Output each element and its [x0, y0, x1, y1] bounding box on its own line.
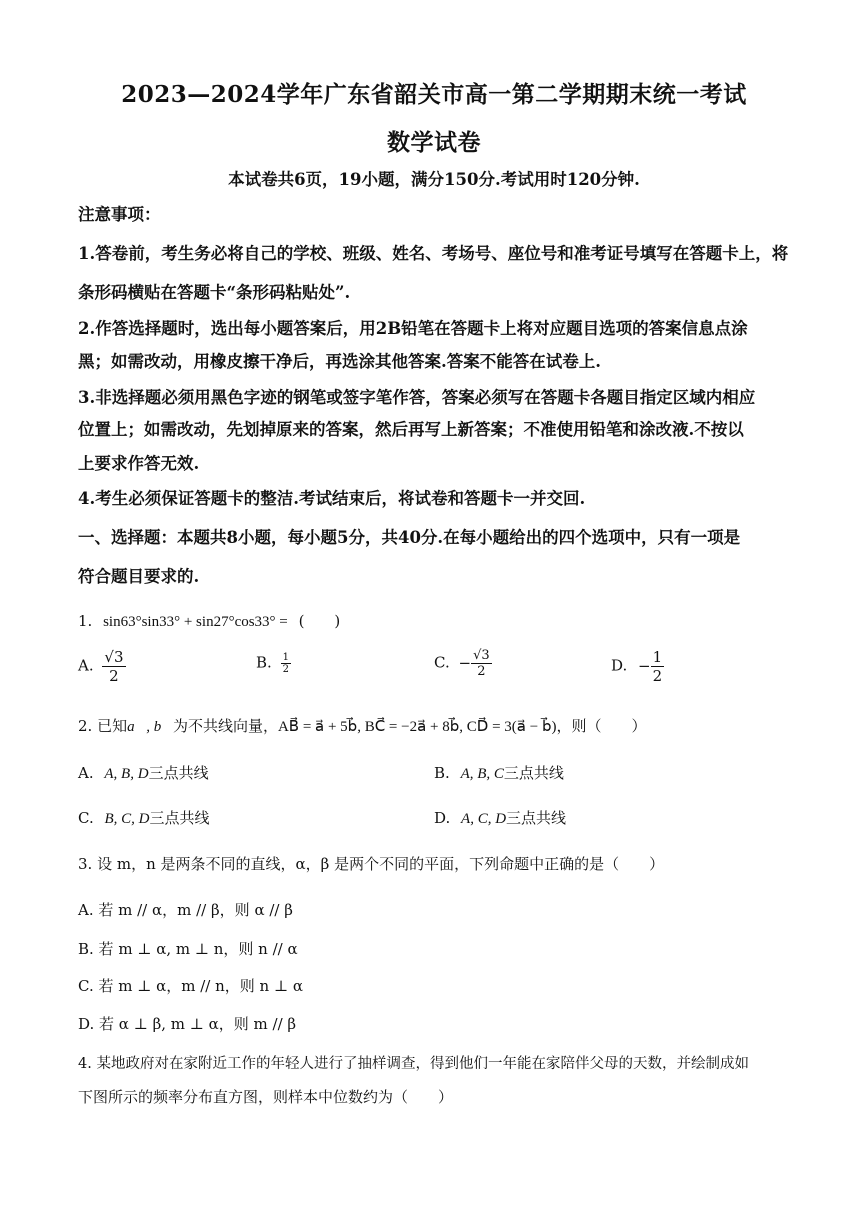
q3-option-a: A. 若 m // α，m // β，则 α // β: [78, 901, 293, 919]
q1-expression: sin63°sin33° + sin27°cos33° =: [103, 614, 288, 630]
q2-option-d: D. A, C, D三点共线: [434, 809, 567, 827]
note-2-line-2: 黑；如需改动，用橡皮擦干净后，再选涂其他答案.答案不能答在试卷上.: [78, 352, 601, 371]
q1-option-c: C. − $\frac{√3}{2}$: [434, 648, 490, 679]
section-1-heading-2: 符合题目要求的.: [78, 567, 200, 586]
notes-heading: 注意事项：: [78, 205, 161, 224]
q1-number: 1.: [78, 612, 93, 630]
note-3-line-1: 3.非选择题必须用黑色字迹的钢笔或签字笔作答，答案必须写在答题卡各题目指定区域内相应: [78, 388, 756, 407]
q3-option-b: B. 若 m ⊥ α, m ⊥ n，则 n // α: [78, 940, 298, 958]
exam-info: 本试卷共6页，19小题，满分150分.考试用时120分钟.: [228, 170, 640, 189]
q1-paren: ( ): [298, 612, 341, 630]
q1-option-a: A. $\frac{√3}{2}$: [78, 648, 124, 685]
q2-option-c: C. B, C, D三点共线: [78, 809, 210, 827]
question-4-line-1: 4. 某地政府对在家附近工作的年轻人进行了抽样调查，得到他们一年能在家陪伴父母的天数，并绘制成如: [78, 1056, 749, 1072]
q3-option-d: D. 若 α ⊥ β, m ⊥ α，则 m // β: [78, 1015, 297, 1033]
page-title: 2023—2024学年广东省韶关市高一第二学期期末统一考试: [121, 81, 747, 108]
note-3-line-2: 位置上；如需改动，先划掉原来的答案，然后再写上新答案；不准使用铅笔和涂改液.不按以: [78, 420, 744, 439]
question-4-line-2: 下图所示的频率分布直方图，则样本中位数约为（ ）: [78, 1088, 454, 1106]
section-1-heading: 一、选择题：本题共8小题，每小题5分，共40分.在每小题给出的四个选项中，只有一项是: [78, 528, 741, 547]
q2-option-a: A. A, B, D三点共线: [78, 764, 209, 782]
q2-option-b: B. A, B, C三点共线: [434, 764, 564, 782]
q1-option-b: B. $\frac{1}{2}$: [256, 652, 289, 675]
question-3: 3. 设 m，n 是两条不同的直线，α，β 是两个不同的平面，下列命题中正确的是（ ）: [78, 855, 665, 873]
note-2-line-1: 2.作答选择题时，选出每小题答案后，用2B铅笔在答题卡上将对应题目选项的答案信息点涂: [78, 319, 748, 338]
q1-option-d: D. − $\frac{1}{2}$: [611, 648, 663, 685]
note-3-line-3: 上要求作答无效.: [78, 454, 200, 473]
q2-vectors: a⃗, b⃗: [127, 719, 173, 735]
q3-option-c: C. 若 m ⊥ α，m // n，则 n ⊥ α: [78, 977, 303, 995]
question-2: 2. 已知a⃗, b⃗为不共线向量，AB⃗ = a⃗ + 5b⃗, BC⃗ = −2a⃗ + 8b⃗, CD⃗ = 3(a⃗ − b⃗)，则（ ）: [78, 717, 647, 735]
page-subtitle: 数学试卷: [387, 129, 481, 156]
note-1-line-2: 条形码横贴在答题卡“条形码粘贴处”.: [78, 283, 351, 302]
question-1: [78, 610, 340, 631]
q2-expression: AB⃗ = a⃗ + 5b⃗, BC⃗ = −2a⃗ + 8b⃗, CD⃗ = 3(a⃗ − b⃗): [277, 719, 557, 735]
note-1-line-1: 1.答卷前，考生务必将自己的学校、班级、姓名、考场号、座位号和准考证号填写在答题卡上，将: [78, 244, 789, 263]
note-4: 4.考生必须保证答题卡的整洁.考试结束后，将试卷和答题卡一并交回.: [78, 489, 586, 508]
